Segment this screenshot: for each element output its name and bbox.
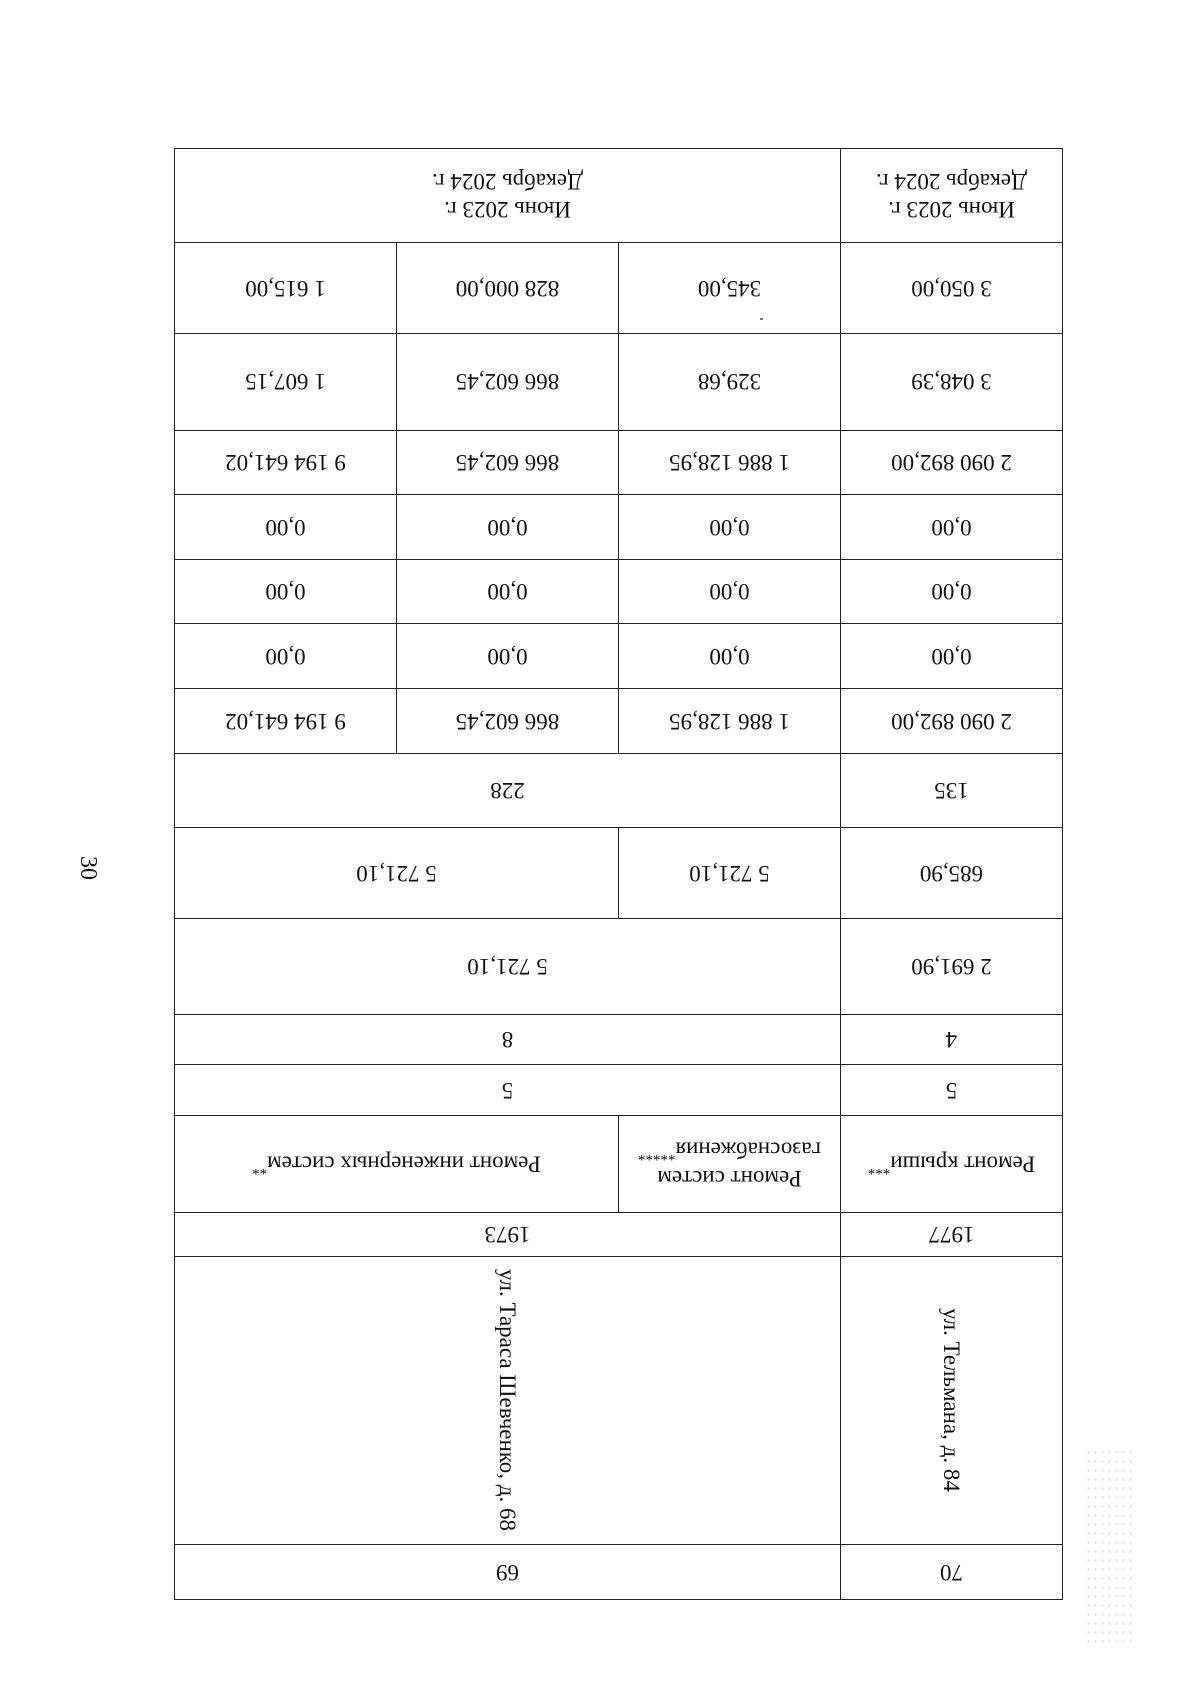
fund-regional-roof: 0,00 (841, 559, 1063, 624)
row-residents (175, 753, 1063, 828)
row-cost-total (175, 688, 1063, 753)
year-70: 1977 (841, 1212, 1063, 1256)
fund-owners-roof: 2 090 892,00 (841, 430, 1063, 495)
row-work-type (175, 1115, 1063, 1212)
area-living-69-a: 5 721,10 (619, 828, 841, 919)
work-engineering-mark: ** (252, 1160, 268, 1177)
fund-local-house-69: 0,00 (175, 495, 397, 560)
page-number: 30 (75, 856, 101, 880)
cost-total-house-69: 9 194 641,02 (175, 688, 397, 753)
row-number-70: 70 (841, 1544, 1063, 1599)
fund-federal-house-69: 0,00 (175, 624, 397, 689)
address-70: ул. Тельмана, д. 84 (939, 1308, 965, 1493)
period-70 (841, 149, 1063, 243)
area-total-69: 5 721,10 (175, 918, 841, 1014)
work-roof-cell (841, 1115, 1063, 1212)
row-fund-owners (175, 430, 1063, 495)
unit-cost-house-69: 1 607,15 (175, 333, 397, 430)
scan-noise-artifact (1085, 1448, 1135, 1648)
row-unit-cost (175, 333, 1063, 430)
fund-federal-gas: 0,00 (619, 624, 841, 689)
fund-regional-engineering: 0,00 (397, 559, 619, 624)
period-69-start: Июнь 2023 г. (444, 197, 571, 223)
residents-69: 228 (175, 753, 841, 828)
row-unit-limit (175, 242, 1063, 333)
work-engineering: Ремонт инженерных систем (267, 1151, 541, 1177)
area-total-70: 2 691,90 (841, 918, 1063, 1014)
unit-limit-engineering: 828 000,00 (397, 242, 619, 333)
row-address (175, 1256, 1063, 1544)
year-69: 1973 (175, 1212, 841, 1256)
address-69: ул. Тараса Шевченко, д. 68 (495, 1269, 521, 1532)
row-area-total (175, 918, 1063, 1014)
row-val-b (175, 1014, 1063, 1064)
unit-cost-engineering: 866 602,45 (397, 333, 619, 430)
unit-cost-gas: 329,68 (619, 333, 841, 430)
fund-federal-roof: 0,00 (841, 624, 1063, 689)
period-70-end: Декабрь 2024 г. (876, 169, 1027, 195)
row-number (175, 1544, 1063, 1599)
row-fund-regional (175, 559, 1063, 624)
fund-owners-engineering: 866 602,45 (397, 430, 619, 495)
period-70-start: Июнь 2023 г. (888, 197, 1015, 223)
row-fund-federal (175, 624, 1063, 689)
work-gas-mark: ***** (638, 1146, 676, 1163)
work-roof: Ремонт крыши (890, 1151, 1036, 1177)
unit-limit-roof: 3 050,00 (841, 242, 1063, 333)
cost-total-roof: 2 090 892,00 (841, 688, 1063, 753)
fund-local-engineering: 0,00 (397, 495, 619, 560)
residents-70: 135 (841, 753, 1063, 828)
period-69-end: Декабрь 2024 г. (432, 169, 583, 195)
cost-total-engineering: 866 602,45 (397, 688, 619, 753)
address-69-cell (175, 1256, 841, 1544)
work-gas-cell (619, 1115, 841, 1212)
fund-owners-house-69: 9 194 641,02 (175, 430, 397, 495)
area-living-69-b: 5 721,10 (175, 828, 619, 919)
row-number-69: 69 (175, 1544, 841, 1599)
fund-local-gas: 0,00 (619, 495, 841, 560)
work-gas: Ремонт систем газоснабжения (657, 1137, 822, 1191)
fund-regional-gas: 0,00 (619, 559, 841, 624)
fund-federal-engineering: 0,00 (397, 624, 619, 689)
rotated-table-sheet (175, 148, 1063, 1600)
val-a-69: 5 (175, 1065, 841, 1115)
repair-program-table (174, 148, 1063, 1600)
row-area-living (175, 828, 1063, 919)
work-roof-mark: *** (867, 1160, 891, 1177)
unit-limit-house-69: 1 615,00 (175, 242, 397, 333)
fund-owners-gas: 1 886 128,95 (619, 430, 841, 495)
period-69 (175, 149, 841, 243)
work-engineering-cell (175, 1115, 619, 1212)
unit-cost-roof: 3 048,39 (841, 333, 1063, 430)
cost-total-gas: 1 886 128,95 (619, 688, 841, 753)
area-living-70: 685,90 (841, 828, 1063, 919)
row-val-a (175, 1065, 1063, 1115)
fund-regional-house-69: 0,00 (175, 559, 397, 624)
val-b-69: 8 (175, 1014, 841, 1064)
unit-limit-gas: 345,00 (619, 242, 841, 333)
row-year (175, 1212, 1063, 1256)
row-fund-local (175, 495, 1063, 560)
val-b-70: 4 (841, 1014, 1063, 1064)
address-70-cell (841, 1256, 1063, 1544)
val-a-70: 5 (841, 1065, 1063, 1115)
fund-local-roof: 0,00 (841, 495, 1063, 560)
row-period (175, 149, 1063, 243)
